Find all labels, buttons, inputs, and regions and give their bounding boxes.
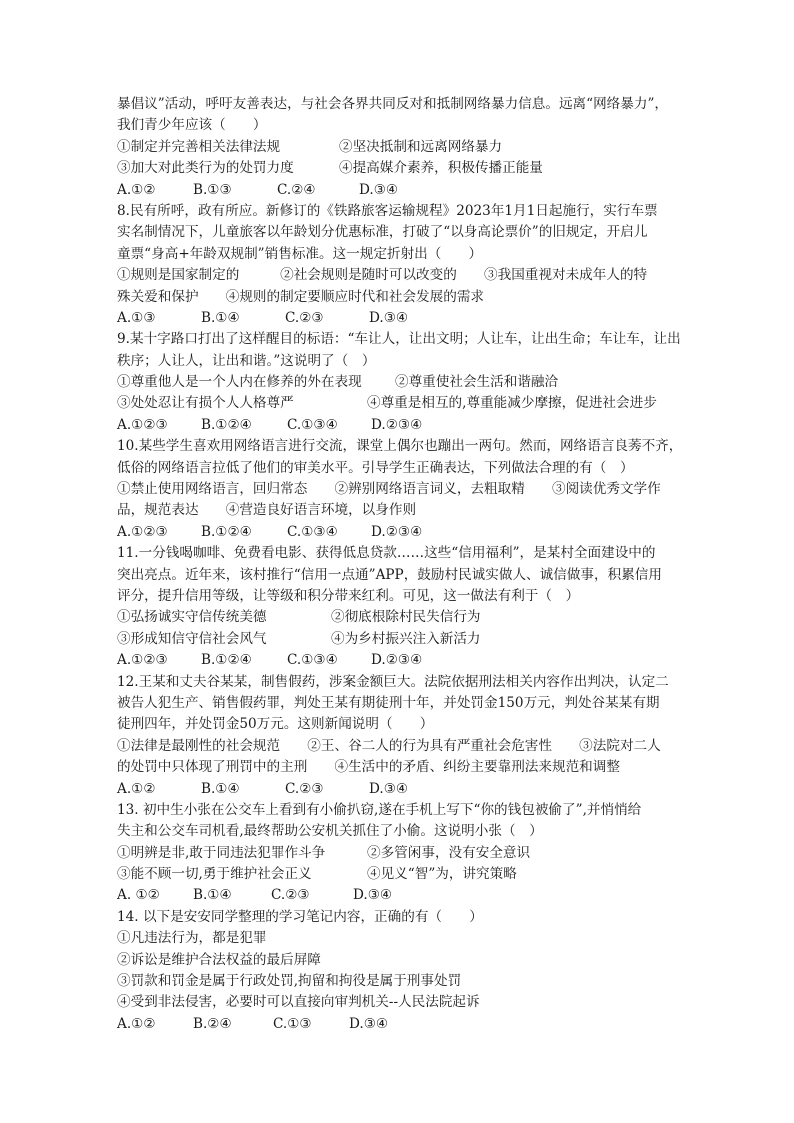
q11-option-4: ④为乡村振兴注入新活力 xyxy=(331,630,481,647)
q12-answer-a: A.①② xyxy=(117,780,156,797)
exam-page xyxy=(117,94,682,1035)
q9-answer-b: B.①②④ xyxy=(201,416,252,433)
q8-answer-a: A.①③ xyxy=(117,309,156,326)
q11-stem-line-3: 评分，提升信用等级，让等级和积分带来红利。可见，这一做法有利于（ ） xyxy=(117,587,580,604)
q10-stem-line-2: 低俗的网络语言拉低了他们的审美水平。引导学生正确表达，下列做法合理的有（ ） xyxy=(117,459,634,476)
q13-stem-line-1: 13. 初中生小张在公交车上看到有小偷扒窃,遂在手机上写下“你的钱包被偷了”,并悄悄给 xyxy=(117,801,642,818)
q13-answer-d: D.③④ xyxy=(353,887,393,904)
q12-answer-c: C.②③ xyxy=(285,780,324,797)
q7-answer-c: C.②④ xyxy=(277,181,316,198)
q9-options-row-2 xyxy=(117,393,682,414)
q9-stem-line-1: 9.某十字路口打出了这样醒目的标语：“车让人，让出文明；人让车，让出生命；车让车，让出 xyxy=(117,331,681,348)
q11-option-3: ③形成知信守信社会风气 xyxy=(117,630,267,647)
q14-answer-c: C.①③ xyxy=(273,1015,312,1032)
q12-answer-choices xyxy=(117,779,682,800)
q7-option-2: ②坚决抵制和远离网络暴力 xyxy=(339,138,503,155)
q11-options-row-1 xyxy=(117,607,682,628)
q13-option-4: ④见义“智”为，讲究策略 xyxy=(367,866,517,883)
q7-answer-d: D.③④ xyxy=(359,181,399,198)
q8-answer-choices xyxy=(117,308,682,329)
q8-answer-d: D.③④ xyxy=(369,309,409,326)
q13-answer-c: C.②③ xyxy=(271,887,310,904)
q7-stem-line-1: 暴倡议”活动，呼吁友善表达，与社会各界共同反对和抵制网络暴力信息。远离“网络暴力”， xyxy=(117,96,669,112)
q12-answer-d: D.③④ xyxy=(369,780,409,797)
q7-option-4: ④提高媒介素养，积极传播正能量 xyxy=(339,160,543,177)
q8-stem-line-3: 童票“身高+年龄双规制”销售标准。这一规定折射出（ ） xyxy=(117,245,483,262)
q12-stem-line-2: 被告人犯生产、销售假药罪，判处王某有期徒刑十年，并处罚金150万元，判处谷某某有期 xyxy=(117,694,660,711)
q10-answer-c: C.①③④ xyxy=(287,523,338,540)
q13-answer-b: B.①④ xyxy=(193,887,232,904)
q14-answer-choices xyxy=(117,1014,682,1035)
q13-option-2: ②多管闲事，没有安全意识 xyxy=(367,844,531,861)
q9-stem-line-2: 秩序；人让人，让出和谐。”这说明了（ ） xyxy=(117,352,376,369)
q14-stem-line-1: 14. 以下是安安同学整理的学习笔记内容，正确的有（ ） xyxy=(117,908,483,925)
q13-option-1: ①明辨是非,敢于同违法犯罪作斗争 xyxy=(117,844,326,861)
q11-answer-c: C.①③④ xyxy=(287,652,338,669)
q9-answer-a: A.①②③ xyxy=(117,416,168,433)
q8-stem-line-1: 8.民有所呼，政有所应。新修订的《铁路旅客运输规程》2023年1月1日起施行，实行车票 xyxy=(117,202,658,219)
q10-options-line-2: 品，规范表达 ④营造良好语言环境，以身作则 xyxy=(117,502,417,519)
q10-answer-a: A.①②③ xyxy=(117,523,168,540)
q9-option-1: ①尊重他人是一个人内在修养的外在表现 xyxy=(117,374,362,391)
q13-answer-a: A. ①② xyxy=(117,887,160,904)
q11-answer-choices xyxy=(117,650,682,671)
q11-option-1: ①弘扬诚实守信传统美德 xyxy=(117,609,267,626)
q9-option-4: ④尊重是相互的,尊重能减少摩擦，促进社会进步 xyxy=(367,395,657,412)
q9-answer-choices xyxy=(117,415,682,436)
q12-options-line-1: ①法律是最刚性的社会规范 ②王、谷二人的行为具有严重社会危害性 ③法院对二人 xyxy=(117,737,661,754)
q11-stem-line-2: 突出亮点。近年来，该村推行“信用一点通”APP，鼓励村民诚实做人、诚信做事，积累信用 xyxy=(117,566,662,583)
q8-stem-line-2: 实名制情况下，儿童旅客以年龄划分优惠标准，打破了“以身高论票价”的旧规定，开启儿 xyxy=(117,224,648,241)
q14-option-1: ①凡违法行为，都是犯罪 xyxy=(117,930,267,947)
q7-answer-choices xyxy=(117,180,682,201)
q7-options-row-1 xyxy=(117,137,682,158)
q11-option-2: ②彻底根除村民失信行为 xyxy=(331,609,481,626)
q8-answer-c: C.②③ xyxy=(285,309,324,326)
q7-options-row-2 xyxy=(117,158,682,179)
q7-answer-b: B.①③ xyxy=(193,181,232,198)
q13-answer-choices xyxy=(117,885,682,906)
q10-answer-d: D.②③④ xyxy=(371,523,423,540)
q9-options-row-1 xyxy=(117,372,682,393)
q12-options-line-2: 的处罚中只体现了刑罚中的主刑 ④生活中的矛盾、纠纷主要靠刑法来规范和调整 xyxy=(117,759,620,776)
q12-stem-line-1: 12.王某和丈夫谷某某，制售假药，涉案金额巨大。法院依据刑法相关内容作出判决，认定二 xyxy=(117,673,669,690)
q13-options-row-2 xyxy=(117,864,682,885)
q9-answer-d: D.②③④ xyxy=(371,416,423,433)
q13-option-3: ③能不顾一切,勇于维护社会正义 xyxy=(117,866,312,883)
q14-answer-d: D.③④ xyxy=(349,1015,389,1032)
q7-option-3: ③加大对此类行为的处罚力度 xyxy=(117,160,294,177)
q11-options-row-2 xyxy=(117,629,682,650)
q12-answer-b: B.①④ xyxy=(201,780,240,797)
q8-options-line-1: ①规则是国家制定的 ②社会规则是随时可以改变的 ③我国重视对未成年人的特 xyxy=(117,267,648,284)
q7-option-1: ①制定并完善相关法律法规 xyxy=(117,138,281,155)
q11-answer-d: D.②③④ xyxy=(371,652,423,669)
q11-answer-a: A.①②③ xyxy=(117,652,168,669)
q8-answer-b: B.①④ xyxy=(201,309,240,326)
q14-option-2: ②诉讼是维护合法权益的最后屏障 xyxy=(117,951,321,968)
q14-answer-a: A.①② xyxy=(117,1015,156,1032)
q13-options-row-1 xyxy=(117,843,682,864)
q14-option-4: ④受到非法侵害，必要时可以直接向审判机关--人民法院起诉 xyxy=(117,994,480,1011)
q10-answer-b: B.①②④ xyxy=(201,523,252,540)
q7-stem-line-2: 我们青少年应该（ ） xyxy=(117,117,267,134)
q14-answer-b: B.②④ xyxy=(193,1015,232,1032)
q9-option-3: ③处处忍让有损个人人格尊严 xyxy=(117,395,294,412)
q8-options-line-2: 殊关爱和保护 ④规则的制定要顺应时代和社会发展的需求 xyxy=(117,288,485,305)
q9-option-2: ②尊重使社会生活和谐融洽 xyxy=(395,374,559,391)
q10-answer-choices xyxy=(117,522,682,543)
q11-stem-line-1: 11.一分钱喝咖啡、免费看电影、获得低息贷款……这些“信用福利”，是某村全面建设中的 xyxy=(117,545,656,562)
q7-answer-a: A.①② xyxy=(117,181,156,198)
q9-answer-c: C.①③④ xyxy=(287,416,338,433)
q11-answer-b: B.①②④ xyxy=(201,652,252,669)
q14-option-3: ③罚款和罚金是属于行政处罚,拘留和拘役是属于刑事处罚 xyxy=(117,973,462,990)
q12-stem-line-3: 徒刑四年，并处罚金50万元。这则新闻说明（ ） xyxy=(117,716,434,733)
q13-stem-line-2: 失主和公交车司机看,最终帮助公安机关抓住了小偷。这说明小张（ ） xyxy=(117,823,543,840)
q10-options-line-1: ①禁止使用网络语言，回归常态 ②辨别网络语言词义，去粗取精 ③阅读优秀文学作 xyxy=(117,481,661,498)
q10-stem-line-1: 10.某些学生喜欢用网络语言进行交流，课堂上偶尔也蹦出一两句。然而，网络语言良莠不齐， xyxy=(117,438,683,455)
